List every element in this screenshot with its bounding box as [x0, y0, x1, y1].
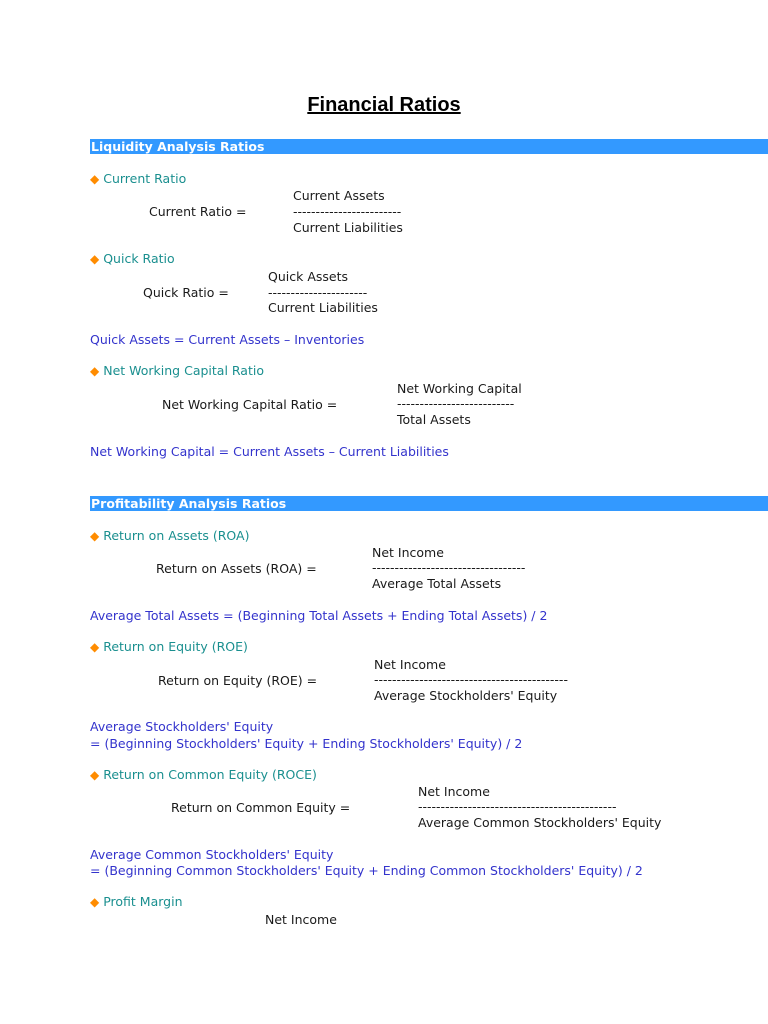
- diamond-bullet-icon: ◆: [90, 895, 100, 909]
- roa-fraction-line: ----------------------------------: [372, 560, 526, 575]
- nwc-ratio-heading: [90, 363, 264, 378]
- current-ratio-denominator: Current Liabilities: [293, 220, 403, 235]
- quick-ratio-heading: [90, 251, 175, 266]
- current-ratio-fraction-line: ------------------------: [293, 204, 402, 219]
- quick-ratio-numerator: Quick Assets: [268, 269, 348, 284]
- nwc-ratio-formula-label: Net Working Capital Ratio =: [162, 397, 338, 412]
- diamond-bullet-icon: ◆: [90, 640, 100, 654]
- roe-numerator: Net Income: [374, 657, 446, 672]
- current-ratio-numerator: Current Assets: [293, 188, 385, 203]
- roa-formula-label: Return on Assets (ROA) =: [156, 561, 317, 576]
- nwc-ratio-fraction-line: --------------------------: [397, 396, 515, 411]
- roa-heading: [90, 528, 249, 543]
- avg-common-equity-note-title: Average Common Stockholders' Equity: [90, 847, 334, 862]
- roce-formula-label: Return on Common Equity =: [171, 800, 351, 815]
- roe-heading: [90, 639, 248, 654]
- nwc-ratio-denominator: Total Assets: [397, 412, 471, 427]
- nwc-ratio-numerator: Net Working Capital: [397, 381, 522, 396]
- nwc-ratio-label: Net Working Capital Ratio: [103, 363, 264, 378]
- roe-denominator: Average Stockholders' Equity: [374, 688, 558, 703]
- nwc-note: Net Working Capital = Current Assets – Current Liabilities: [90, 444, 449, 459]
- current-ratio-label: Current Ratio: [103, 171, 187, 186]
- roe-formula-label: Return on Equity (ROE) =: [158, 673, 318, 688]
- roce-heading: [90, 767, 317, 782]
- quick-ratio-formula-label: Quick Ratio =: [143, 285, 229, 300]
- profit-margin-heading: [90, 894, 183, 909]
- roe-fraction-line: -------------------------------------------: [374, 672, 568, 687]
- current-ratio-formula-label: Current Ratio =: [149, 204, 247, 219]
- roa-denominator: Average Total Assets: [372, 576, 502, 591]
- diamond-bullet-icon: ◆: [90, 529, 100, 543]
- section-header-liquidity: Liquidity Analysis Ratios: [90, 139, 768, 154]
- quick-ratio-denominator: Current Liabilities: [268, 300, 378, 315]
- roce-denominator: Average Common Stockholders' Equity: [418, 815, 662, 830]
- profit-margin-label: Profit Margin: [103, 894, 183, 909]
- avg-common-equity-note-formula: = (Beginning Common Stockholders' Equity + Ending Common Stockholders' Equity) / 2: [90, 863, 643, 878]
- roe-label: Return on Equity (ROE): [103, 639, 248, 654]
- roce-label: Return on Common Equity (ROCE): [103, 767, 317, 782]
- page-title: Financial Ratios: [307, 94, 461, 116]
- avg-equity-note-title: Average Stockholders' Equity: [90, 719, 274, 734]
- diamond-bullet-icon: ◆: [90, 172, 100, 186]
- avg-equity-note-formula: = (Beginning Stockholders' Equity + Ending Stockholders' Equity) / 2: [90, 736, 523, 751]
- average-total-assets-note: Average Total Assets = (Beginning Total Assets + Ending Total Assets) / 2: [90, 608, 548, 623]
- diamond-bullet-icon: ◆: [90, 252, 100, 266]
- quick-ratio-label: Quick Ratio: [103, 251, 175, 266]
- current-ratio-heading: [90, 171, 186, 186]
- roa-numerator: Net Income: [372, 545, 444, 560]
- diamond-bullet-icon: ◆: [90, 364, 100, 378]
- roce-fraction-line: --------------------------------------------: [418, 799, 617, 814]
- roce-numerator: Net Income: [418, 784, 490, 799]
- roa-label: Return on Assets (ROA): [103, 528, 250, 543]
- profit-margin-numerator: Net Income: [265, 912, 337, 927]
- quick-ratio-fraction-line: ----------------------: [268, 285, 368, 300]
- quick-assets-note: Quick Assets = Current Assets – Inventories: [90, 332, 365, 347]
- diamond-bullet-icon: ◆: [90, 768, 100, 782]
- section-header-profitability: Profitability Analysis Ratios: [90, 496, 768, 511]
